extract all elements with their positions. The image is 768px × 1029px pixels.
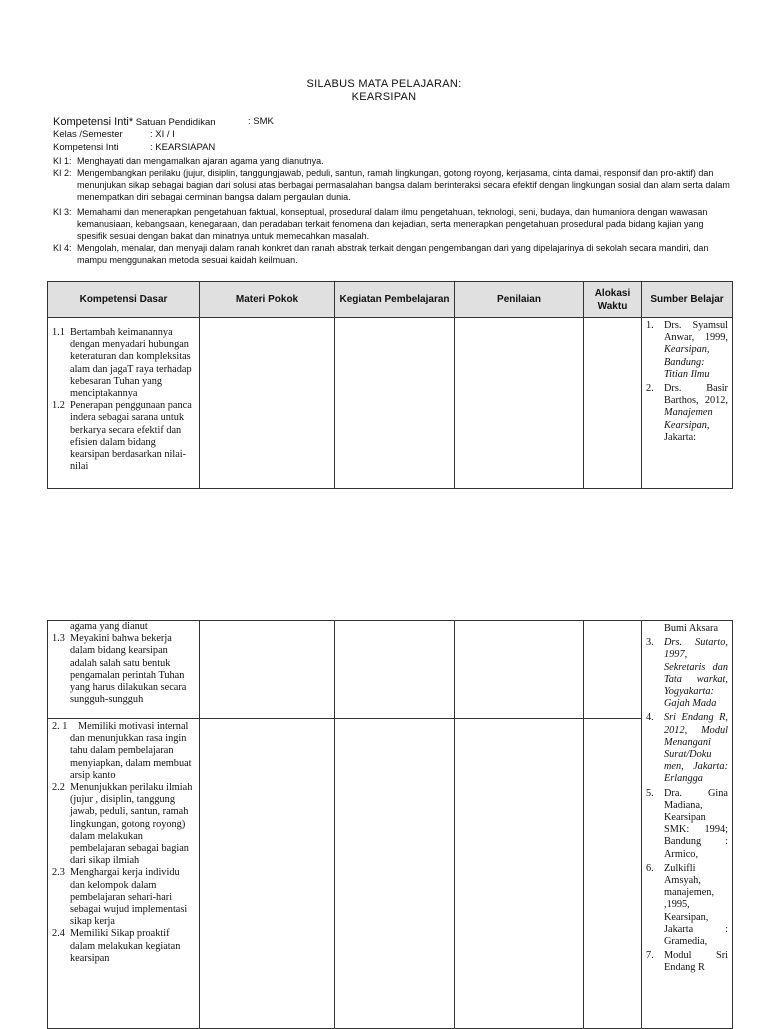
sumber-number: 1. xyxy=(646,320,654,331)
sumber-number: 2. xyxy=(646,383,654,395)
sumber-title: Kearsipan, Bandung: Titian Ilmu xyxy=(664,344,710,380)
satuan-label: Satuan Pendidikan xyxy=(135,117,216,128)
kd-number: 2. 1 xyxy=(52,721,68,732)
kd-item xyxy=(52,782,195,867)
alokasi-cell xyxy=(584,719,642,1029)
kd-text: Memiliki Sikap proaktif dalam melakukan kegiatan kearsipan xyxy=(70,928,181,964)
ki-number: KI 2: xyxy=(53,168,72,178)
ki-item xyxy=(53,242,733,266)
kd-item xyxy=(52,400,195,473)
alokasi-cell xyxy=(584,621,642,719)
kegiatan-cell xyxy=(335,621,455,719)
sumber-number: 4. xyxy=(646,712,654,724)
header-materi-pokok: Materi Pokok xyxy=(200,282,335,318)
ki-number: KI 4: xyxy=(53,243,72,253)
materi-cell xyxy=(200,318,335,489)
sumber-title: Drs. Sutarto, 1997, Sekretaris dan Tata warkat, Yogyakarta: Gajah Mada xyxy=(664,637,728,710)
sumber-item xyxy=(646,320,728,381)
kegiatan-cell xyxy=(335,318,455,489)
ki-item xyxy=(53,206,733,242)
ki-text: Menghayati dan mengamalkan ajaran agama yang dianutnya. xyxy=(77,156,324,166)
sumber-item xyxy=(646,712,728,785)
kd-item xyxy=(52,721,195,782)
header-penilaian: Penilaian xyxy=(455,282,584,318)
sumber-item xyxy=(646,383,728,444)
sumber-continuation: Bumi Aksara xyxy=(664,623,719,634)
ki-text: Mengembangkan perilaku (jujur, disiplin, tanggungjawab, peduli, santun, ramah lingkungan, gotong royong, kerjasama, cinta damai, responsif dan pro-aktif) dan menunjukan sikap sebagai bagian dari solusi atas berbagai permasalahan bangsa dalam berinteraksi secara efektif dengan lingkungan sosial dan alam serta dalam menempatkan diri sebagai cerminan bangsa dalam pergaulan dunia. xyxy=(77,168,730,202)
kelas-label: Kelas /Semester xyxy=(53,129,123,140)
kd-text: Bertambah keimanannya dengan menyadari hubungan keteraturan dan kompleksitas alam dan jagaT raya terhadap kebesaran Tuhan yang menciptakannya xyxy=(70,327,192,400)
header-row-1 xyxy=(53,116,733,129)
penilaian-cell xyxy=(455,621,584,719)
sumber-text: Zulkifli Amsyah, manajemen, ,1995, Kearsipan, Jakarta : Gramedia, xyxy=(664,862,728,948)
kompetensi-label: Kompetensi Inti xyxy=(53,142,119,153)
sumber-number: 3. xyxy=(646,637,654,649)
syllabus-table-page-2 xyxy=(47,620,733,1029)
sumber-text: Jakarta: xyxy=(664,431,697,443)
alokasi-cell xyxy=(584,318,642,489)
header-row-2 xyxy=(53,129,733,141)
materi-cell xyxy=(200,621,335,719)
kd-item xyxy=(52,867,195,928)
kd-number: 1.1 xyxy=(52,327,65,338)
ki-text: Mengolah, menalar, dan menyaji dalam ranah konkret dan ranah abstrak terkait dengan pengembangan dari yang dipelajarinya di sekolah secara mandiri, dan mampu menggunakan metoda sesuai kaidah keilmuan. xyxy=(77,243,709,265)
kd-item xyxy=(52,633,195,706)
header-kegiatan: Kegiatan Pembelajaran xyxy=(335,282,455,318)
kelas-value: : XI / I xyxy=(150,129,175,140)
syllabus-table-page-1 xyxy=(47,281,733,489)
ki-number: KI 3: xyxy=(53,207,72,217)
sumber-item xyxy=(646,950,728,974)
kd-number: 2.4 xyxy=(52,928,65,940)
kd-cell xyxy=(48,621,200,719)
header-sumber: Sumber Belajar xyxy=(642,282,733,318)
sumber-number: 6. xyxy=(646,862,654,874)
ki-text: Memahami dan menerapkan pengetahuan faktual, konseptual, prosedural dalam ilmu pengetahuan, teknologi, seni, budaya, dan humaniora dengan wawasan kemanusiaan, kebangsaan, kenegaraan, dan peradaban terkait fenomena dan kejadian, serta menerapkan pengetahuan prosedural pada bidang kajian yang spesifik sesuai dengan bakat dan minatnya untuk memecahkan masalah. xyxy=(77,207,708,241)
kd-text: Menghargai kerja individu dan kelompok dalam pembelajaran sehari-hari sebagai wujud implementasi sikap kerja xyxy=(70,867,188,928)
kompetensi-inti-star-label: Kompetensi Inti* xyxy=(53,116,134,128)
kd-cell xyxy=(48,719,200,1029)
syllabus-subject: KEARSIPAN xyxy=(351,91,417,103)
sumber-cell xyxy=(642,318,733,489)
kd-number: 1.2 xyxy=(52,400,65,412)
sumber-cell xyxy=(642,621,733,1029)
ki-number: KI 1: xyxy=(53,156,72,166)
sumber-text: Drs. Basir Barthos, 2012, xyxy=(664,383,728,407)
sumber-title: Sri Endang R, 2012, Modul Menangani Surat/Doku men, Jakarta: Erlangga xyxy=(664,712,728,785)
sumber-text: Dra. Gina Madiana, Kearsipan SMK: 1994; Bandung : Armico, xyxy=(664,787,728,860)
kd-text: Memiliki motivasi internal dan menunjukkan rasa ingin tahu dalam pembelajaran menyiapkan, dalam membuat arsip kanto xyxy=(70,721,192,781)
kd-cell xyxy=(48,318,200,489)
sumber-text: Modul Sri Endang R xyxy=(664,950,728,974)
sumber-text: Drs. Syamsul Anwar, 1999, xyxy=(664,320,728,344)
penilaian-cell xyxy=(455,719,584,1029)
header-alokasi: Alokasi Waktu xyxy=(584,282,642,318)
sumber-number: 7. xyxy=(646,950,654,962)
kd-number: 1.3 xyxy=(52,633,65,645)
header-kompetensi-dasar: Kompetensi Dasar xyxy=(48,282,200,318)
kd-number: 2.3 xyxy=(52,867,65,879)
kd-item xyxy=(52,928,195,965)
kd-number: 2.2 xyxy=(52,782,65,794)
sumber-number: 5. xyxy=(646,787,654,799)
syllabus-title: SILABUS MATA PELAJARAN: xyxy=(306,78,462,90)
header-row-3 xyxy=(53,142,733,154)
sumber-item xyxy=(646,863,728,948)
ki-item xyxy=(53,155,733,167)
sumber-title: Manajemen Kearsipan, xyxy=(664,407,713,431)
kd-text: Penerapan penggunaan panca indera sebagai sarana untuk berkarya secara efektif dan efisien dalam bidang kearsipan berdasarkan nilai-nilai xyxy=(70,400,192,473)
ki-item xyxy=(53,167,733,203)
materi-cell xyxy=(200,719,335,1029)
kegiatan-cell xyxy=(335,719,455,1029)
kd-text: Menunjukkan perilaku ilmiah (jujur , disiplin, tanggung jawab, peduli, santun, ramah lingkungan, gotong royong) dalam melakukan pembelajaran sebagai bagian dari sikap ilmiah xyxy=(70,782,193,867)
penilaian-cell xyxy=(455,318,584,489)
sumber-item xyxy=(646,637,728,710)
kompetensi-value: : KEARSIAPAN xyxy=(150,142,216,153)
satuan-value: : SMK xyxy=(248,116,274,127)
kd-continuation: agama yang dianut xyxy=(70,621,148,632)
kd-item xyxy=(52,327,195,400)
sumber-item xyxy=(646,788,728,861)
kd-text: Meyakini bahwa bekerja dalam bidang kearsipan adalah salah satu bentuk pengamalan perintah Tuhan yang harus dilakukan secara sungguh-sungguh xyxy=(70,633,187,706)
